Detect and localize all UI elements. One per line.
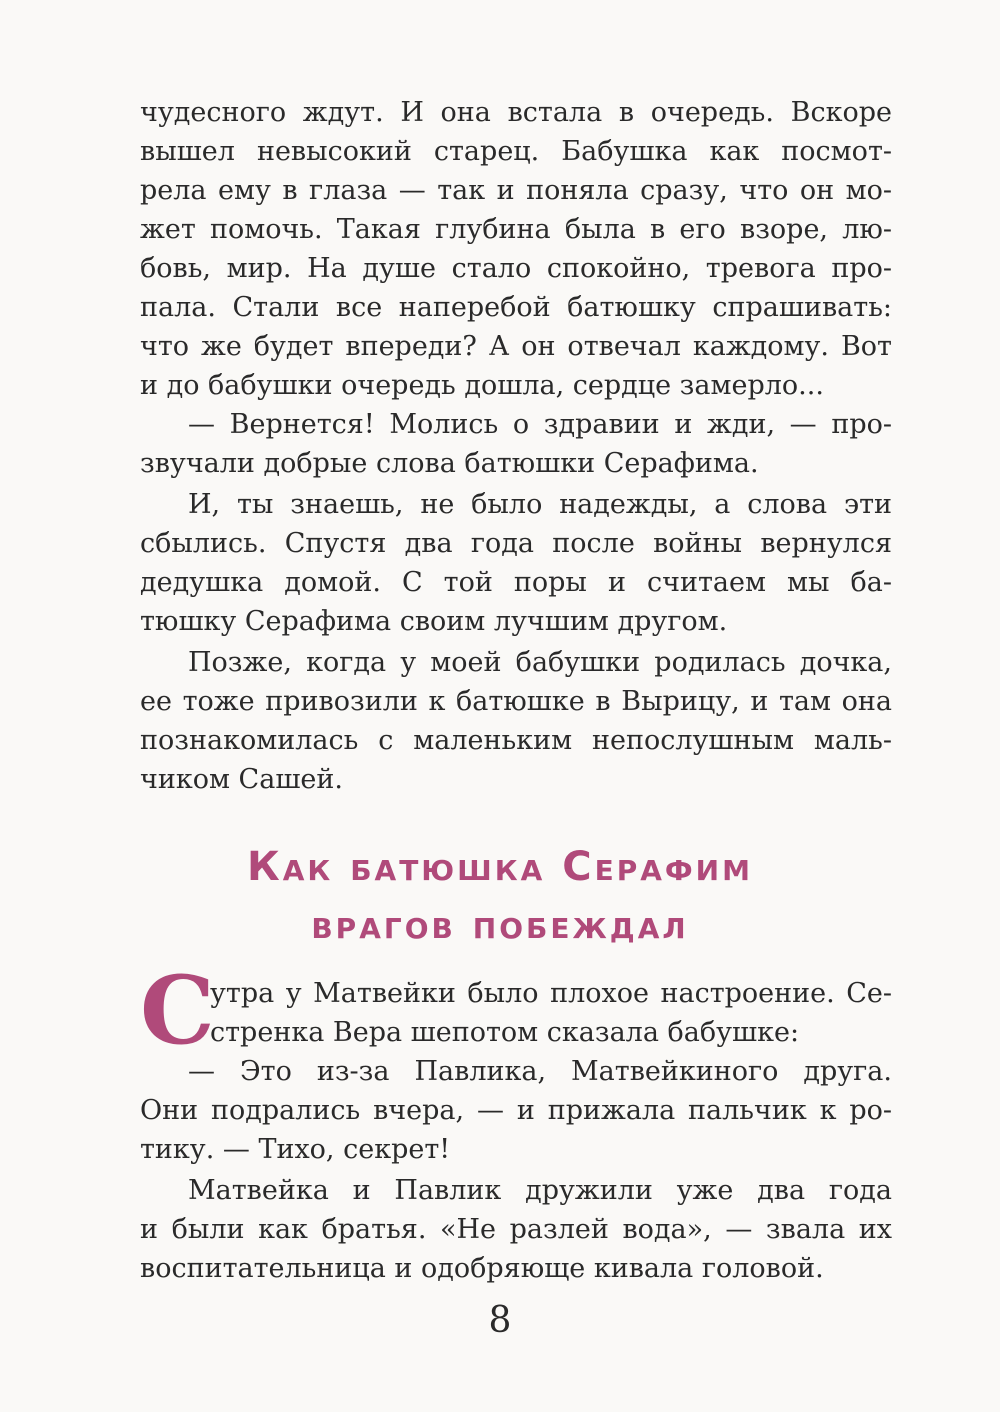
- text-line: утра у Матвейки было плохое настроение. Се-: [210, 978, 892, 1009]
- chapter-title-line: Как батюшка Серафим: [247, 844, 753, 890]
- text-line: тику. — Тихо, секрет!: [140, 1134, 451, 1165]
- text-line: познакомилась с маленьким непослушным маль-: [140, 725, 892, 756]
- text-line: жет помочь. Такая глубина была в его взоре, лю-: [140, 214, 892, 245]
- text-line: звучали добрые слова батюшки Серафима.: [140, 448, 759, 479]
- text-line: и до бабушки очередь дошла, сердце замерло...: [140, 370, 824, 401]
- story-text-bottom: [140, 974, 892, 1288]
- text-line: пала. Стали все наперебой батюшку спрашивать:: [140, 292, 892, 323]
- text-line: дедушка домой. С той поры и считаем мы ба-: [140, 567, 892, 598]
- chapter-title: [0, 838, 1000, 954]
- text-line: чудесного ждут. И она встала в очередь. Вскоре: [140, 97, 892, 128]
- text-line: чиком Сашей.: [140, 764, 343, 795]
- text-line: стренка Вера шепотом сказала бабушке:: [210, 1017, 800, 1048]
- text-line: — Вернется! Молись о здравии и жди, — про-: [188, 409, 892, 440]
- text-line: и были как братья. «Не разлей вода», — звала их: [140, 1214, 892, 1245]
- story-text-top: [140, 93, 892, 799]
- text-line: рела ему в глаза — так и поняла сразу, что он мо-: [140, 175, 892, 206]
- text-line: сбылись. Спустя два года после войны вернулся: [140, 528, 892, 559]
- text-line: И, ты знаешь, не было надежды, а слова эти: [188, 489, 892, 520]
- text-line: бовь, мир. На душе стало спокойно, тревога про-: [140, 253, 892, 284]
- text-line: Позже, когда у моей бабушки родилась дочка,: [188, 647, 892, 678]
- page-number: 8: [488, 1300, 512, 1341]
- text-line: Они подрались вчера, — и прижала пальчик к ро-: [140, 1095, 892, 1126]
- text-line: что же будет впереди? А он отвечал каждому. Вот: [140, 331, 892, 362]
- drop-cap: С: [140, 956, 215, 1066]
- text-line: воспитательница и одобряюще кивала головой.: [140, 1253, 824, 1284]
- text-line: вышел невысокий старец. Бабушка как посмот-: [140, 136, 892, 167]
- text-line: — Это из-за Павлика, Матвейкиного друга.: [188, 1056, 892, 1087]
- text-line: ее тоже привозили к батюшке в Вырицу, и там она: [140, 686, 892, 717]
- chapter-title-line: врагов побеждал: [311, 902, 689, 948]
- text-line: Матвейка и Павлик дружили уже два года: [188, 1175, 892, 1206]
- text-line: тюшку Серафима своим лучшим другом.: [140, 606, 728, 637]
